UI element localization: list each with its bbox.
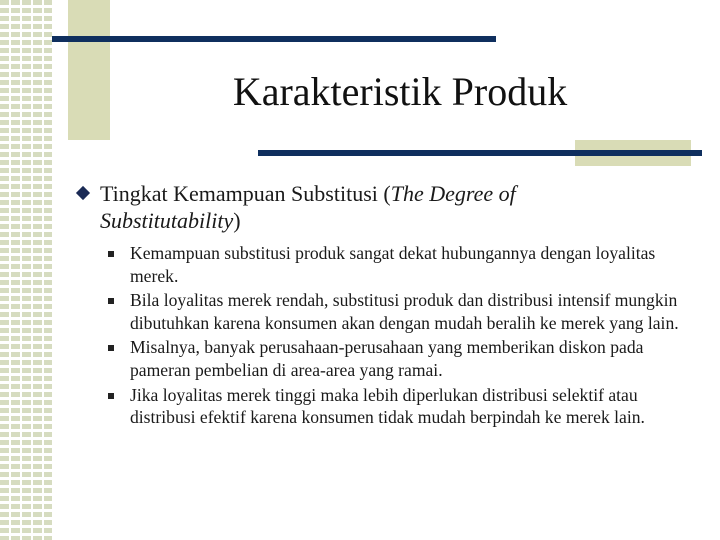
sub-bullet-list bbox=[108, 242, 698, 431]
slide-title: Karakteristik Produk bbox=[232, 69, 568, 114]
square-bullet-icon bbox=[108, 345, 114, 351]
sub-bullet-text: Misalnya, banyak perusahaan-perusahaan yang memberikan diskon pada pameran pembelian di area-area yang ramai. bbox=[130, 337, 644, 380]
sub-bullet-item bbox=[108, 384, 698, 429]
title-rule-top bbox=[52, 36, 496, 42]
sub-bullet-text: Kemampuan substitusi produk sangat dekat hubungannya dengan loyalitas merek. bbox=[130, 243, 656, 286]
decorative-stripe-pattern bbox=[0, 0, 52, 540]
main-bullet-text-italic: The Degree of Substitutability bbox=[100, 181, 516, 233]
square-bullet-icon bbox=[108, 251, 114, 257]
main-bullet-text-end: ) bbox=[233, 208, 241, 233]
square-bullet-icon bbox=[108, 393, 114, 399]
main-bullet-text-start: Tingkat Kemampuan Substitusi ( bbox=[100, 181, 391, 206]
square-bullet-icon bbox=[108, 298, 114, 304]
decorative-accent-block-top bbox=[68, 0, 110, 140]
sub-bullet-item bbox=[108, 336, 698, 381]
main-bullet-point bbox=[78, 180, 638, 234]
main-bullet-text bbox=[100, 180, 638, 234]
sub-bullet-item bbox=[108, 289, 698, 334]
sub-bullet-item bbox=[108, 242, 698, 287]
diamond-bullet-icon bbox=[76, 186, 90, 200]
title-rule-bottom bbox=[258, 150, 702, 156]
sub-bullet-text: Bila loyalitas merek rendah, substitusi produk dan distribusi intensif mungkin dibutuhkan karena konsumen akan dengan mudah beralih ke merek yang lain. bbox=[130, 290, 679, 333]
sub-bullet-text: Jika loyalitas merek tinggi maka lebih diperlukan distribusi selektif atau distribusi efektif karena konsumen tidak mudah berpindah ke merek lain. bbox=[130, 384, 645, 428]
